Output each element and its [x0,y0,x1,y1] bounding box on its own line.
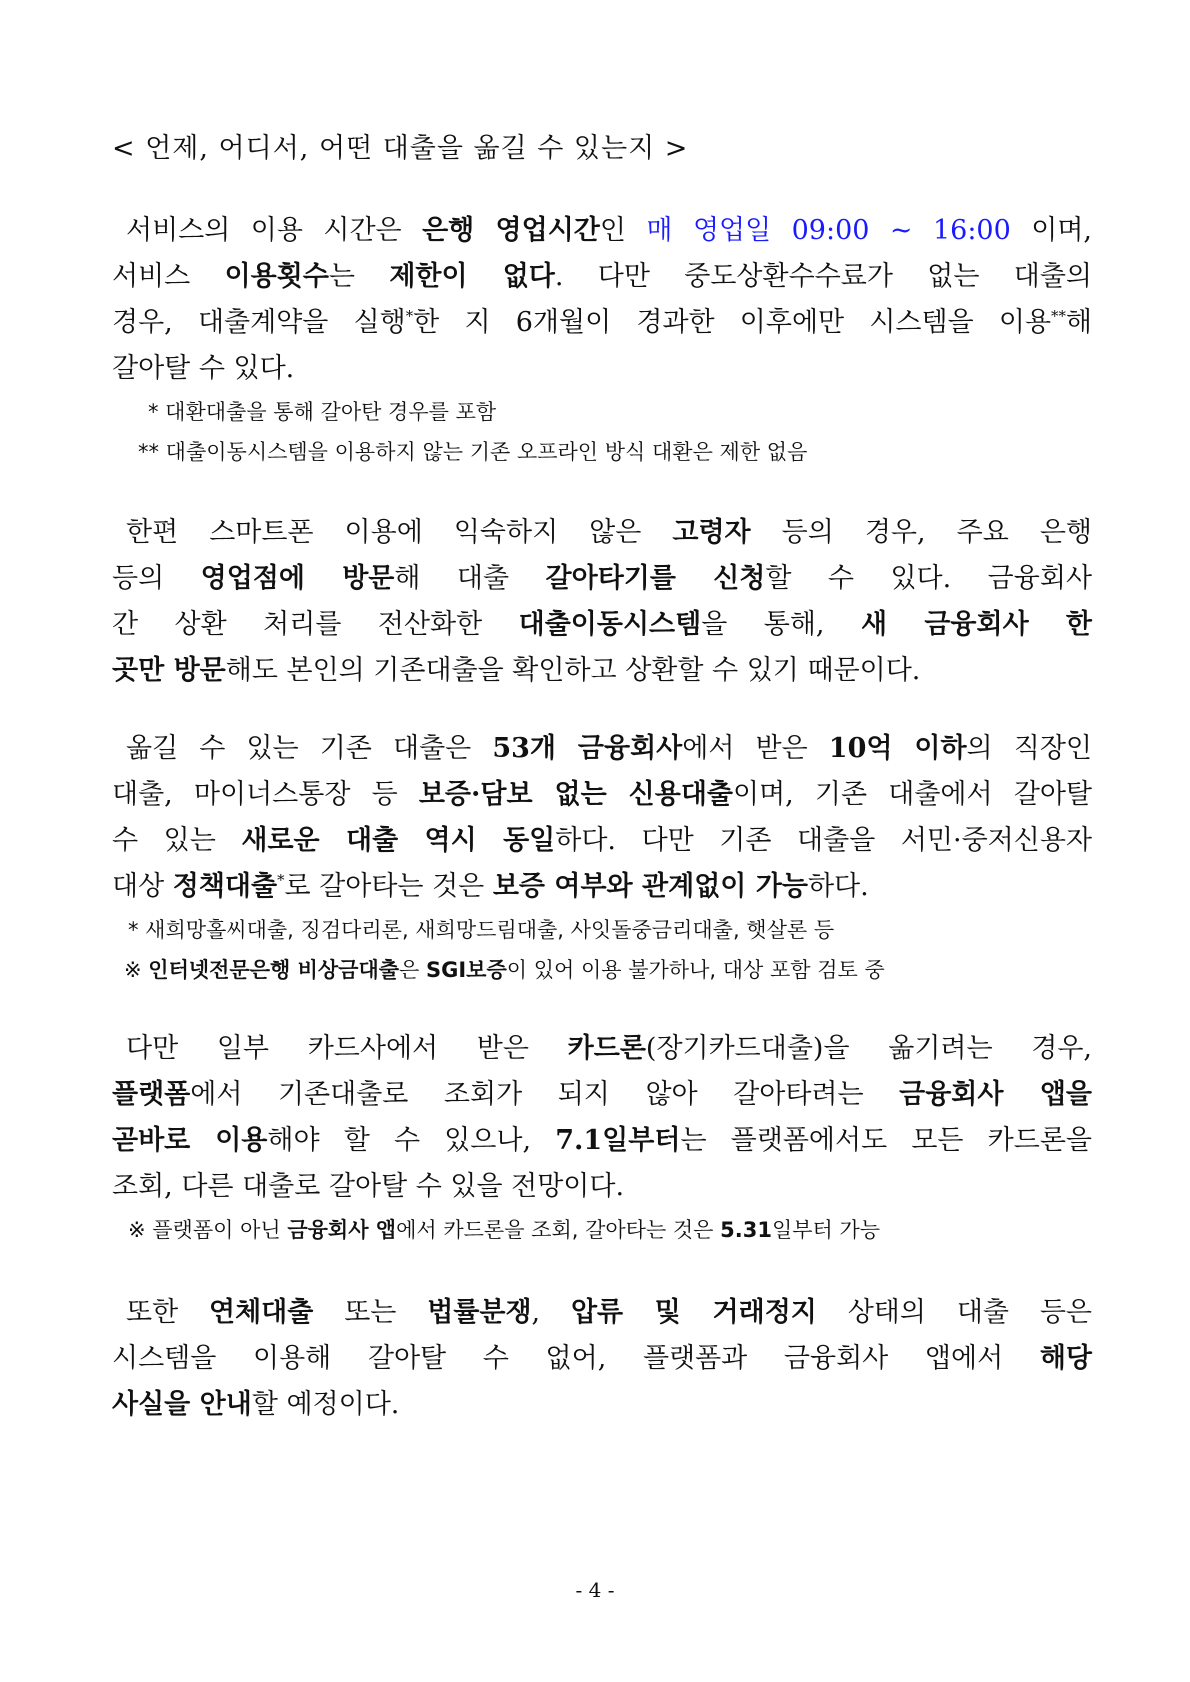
paragraph-eligible-loans [112,726,1092,910]
text-segment: 간 상환 처리를 전산화한 [112,609,519,640]
emphasized-text: 정책대출 [172,871,278,902]
footnote-marker: ** [1051,307,1066,325]
paragraph-branch-visit [112,510,1092,694]
emphasized-text: 대출이동시스템 [518,609,702,640]
text-segment: 인 [599,215,647,246]
text-segment: 로 갈아타는 것은 [284,871,493,902]
emphasized-text: 인터넷전문은행 비상금대출 [148,958,400,982]
emphasized-text: 영업점에 방문 [200,563,395,594]
footnote-marker: * [405,307,414,325]
text-segment: 에서 카드론을 조회, 갈아타는 것은 [396,1218,721,1242]
text-segment: * 새희망홀씨대출, 징검다리론, 새희망드림대출, 사잇돌중금리대출, 햇살론 등 [128,918,835,942]
paragraph-line [112,1072,1092,1118]
emphasized-text: 사실을 안내 [112,1389,252,1420]
text-segment: 옮길 수 있는 기존 대출은 [126,733,493,764]
emphasized-text: 보증 여부와 관계없이 가능 [492,871,808,902]
text-segment: , [531,1297,571,1328]
text-segment: 할 수 있다. 금융회사 [765,563,1092,594]
text-segment: 는 [328,261,390,292]
text-segment: 대상 [112,871,173,902]
text-segment: 이 있어 이용 불가하나, 대상 포함 검토 중 [506,958,885,982]
emphasized-text: 플랫폼 [112,1079,191,1110]
paragraph-line [112,1026,1092,1072]
emphasized-text: 이용횟수 [224,261,329,292]
highlighted-text: 매 영업일 09:00 ~ 16:00 [646,215,1011,246]
text-segment: 등의 경우, 주요 은행 [750,517,1092,548]
footnotes-policy-loans [112,910,1092,990]
paragraph-line [112,772,1092,818]
emphasized-text: 카드론 [567,1033,646,1064]
paragraph-line [112,1164,1092,1210]
text-segment: ※ 플랫폼이 아닌 [128,1218,288,1242]
emphasized-text: 새로운 대출 역시 동일 [241,825,556,856]
emphasized-text: 곧바로 이용 [112,1125,268,1156]
text-segment: 하다. 다만 기존 대출을 서민·중저신용자 [555,825,1092,856]
emphasized-text: 7.1일부터 [555,1125,681,1156]
paragraph-line [112,602,1092,648]
text-segment: . 다만 중도상환수수료가 없는 대출의 [554,261,1092,292]
text-segment: 또는 [313,1297,428,1328]
emphasized-text: SGI보증 [426,958,507,982]
text-segment: 을 통해, [701,609,861,640]
paragraph-line [112,1336,1092,1382]
text-segment: 다만 일부 카드사에서 받은 [126,1033,568,1064]
paragraph-restrictions [112,1290,1092,1428]
text-segment: 상태의 대출 등은 [816,1297,1092,1328]
text-segment: 수 있는 [112,825,242,856]
text-segment: 할 예정이다. [251,1389,400,1420]
footnote: * 대환대출을 통해 갈아탄 경우를 포함 [148,400,497,424]
text-segment: ※ [124,958,149,982]
emphasized-text: 갈아타기를 신청 [545,563,766,594]
paragraph-service-hours [112,208,1092,392]
footnote [112,910,1092,950]
text-segment: 의 직장인 [966,733,1092,764]
text-segment: 한 지 6개월이 경과한 이후에만 시스템을 이용 [413,307,1052,338]
footnote [112,1210,1092,1250]
paragraph-line [112,208,1092,254]
text-segment: 해도 본인의 기존대출을 확인하고 상환할 수 있기 때문이다. [225,655,921,686]
footnotes-card-loans [112,1210,1092,1250]
emphasized-text: 10억 이하 [828,733,967,764]
paragraph-line [112,726,1092,772]
text-segment: 시스템을 이용해 갈아탈 수 없어, 플랫폼과 금융회사 앱에서 [112,1343,1040,1374]
emphasized-text: 곳만 방문 [112,655,226,686]
paragraph-line [112,346,1092,392]
emphasized-text: 금융회사 앱을 [899,1079,1092,1110]
paragraph-line [112,1118,1092,1164]
paragraph-line [112,648,1092,694]
text-segment: 서비스 [112,261,225,292]
emphasized-text: 연체대출 [209,1297,314,1328]
text-segment: 경우, 대출계약을 실행 [112,307,406,338]
emphasized-text: 법률분쟁 [427,1297,532,1328]
text-segment: 서비스의 이용 시간은 [126,215,423,246]
emphasized-text: 53개 금융회사 [492,733,683,764]
text-segment: 대출, 마이너스통장 등 [112,779,419,810]
paragraph-line [112,1290,1092,1336]
footnote: ** 대출이동시스템을 이용하지 않는 기존 오프라인 방식 대환은 제한 없음 [138,440,808,464]
emphasized-text: 은행 영업시간 [422,215,600,246]
emphasized-text: 제한이 없다 [389,261,555,292]
paragraph-line [112,1382,1092,1428]
text-segment: 해 [1065,307,1092,338]
page-number: - 4 - [575,1578,615,1602]
text-segment: 해 대출 [394,563,546,594]
footnote [112,950,1092,990]
paragraph-line [112,254,1092,300]
paragraph-line [112,864,1092,910]
emphasized-text: 해당 [1039,1343,1092,1374]
emphasized-text: 새 금융회사 한 [860,609,1093,640]
text-segment: 에서 받은 [682,733,829,764]
text-segment: 이며, 기존 대출에서 갈아탈 [733,779,1092,810]
text-segment: (장기카드대출)을 옮기려는 경우, [645,1033,1092,1064]
footnotes-service [112,392,1092,472]
paragraph-card-loans [112,1026,1092,1210]
text-segment: 일부터 가능 [771,1218,881,1242]
footnote-marker: * [277,871,285,889]
emphasized-text: 금융회사 앱 [287,1218,397,1242]
text-segment: 에서 기존대출로 조회가 되지 않아 갈아타려는 [190,1079,900,1110]
text-segment: 등의 [112,563,201,594]
emphasized-text: 보증·담보 없는 신용대출 [418,779,734,810]
paragraph-line [112,556,1092,602]
text-segment: 이며, [1010,215,1092,246]
paragraph-line [112,300,1092,346]
text-segment: 은 [399,958,426,982]
emphasized-text: 고령자 [672,517,751,548]
paragraph-line [112,510,1092,556]
text-segment: 한편 스마트폰 이용에 익숙하지 않은 [126,517,673,548]
text-segment: 하다. [807,871,869,902]
text-segment: 갈아탈 수 있다. [112,353,295,384]
section-heading: < 언제, 어디서, 어떤 대출을 옮길 수 있는지 > [112,133,689,164]
emphasized-text: 압류 및 거래정지 [570,1297,817,1328]
text-segment: 해야 할 수 있으나, [267,1125,556,1156]
emphasized-text: 5.31 [720,1218,772,1242]
text-segment: 는 플랫폼에서도 모든 카드론을 [680,1125,1092,1156]
text-segment: 조회, 다른 대출로 갈아탈 수 있을 전망이다. [112,1171,625,1202]
text-segment: 또한 [126,1297,210,1328]
paragraph-line [112,818,1092,864]
